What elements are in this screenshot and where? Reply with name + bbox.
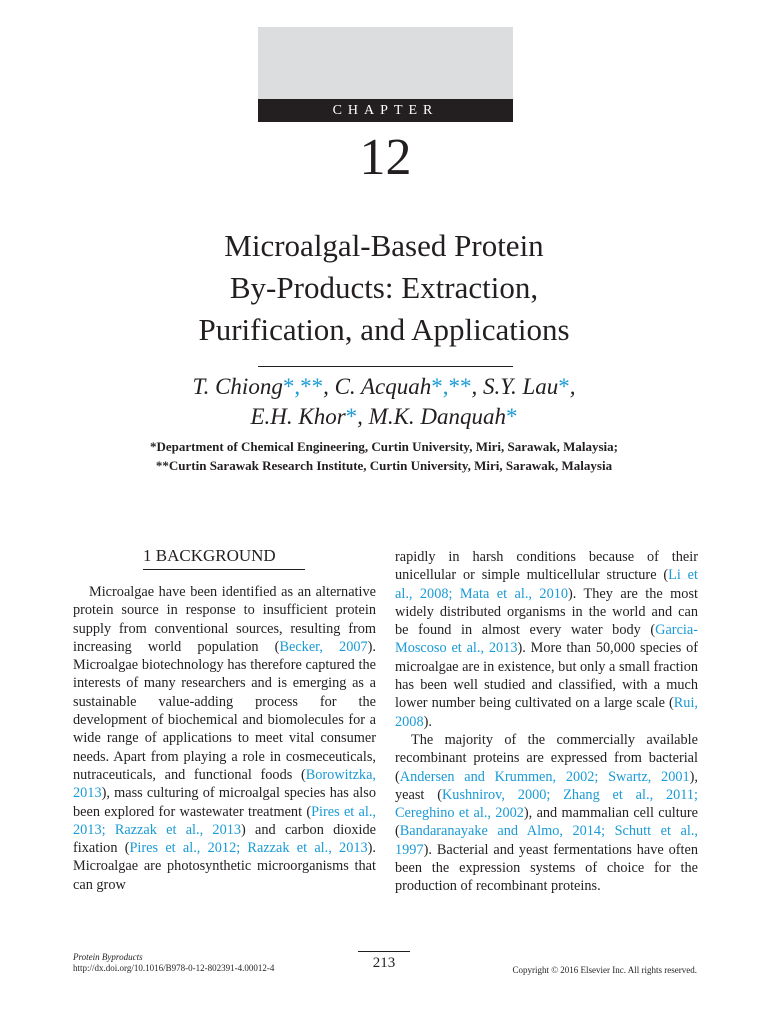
title-line: By-Products: Extraction, bbox=[229, 270, 539, 305]
author-name: C. Acquah bbox=[334, 374, 432, 399]
author-list: T. Chiong*,**, C. Acquah*,**, S.Y. Lau*, E.H. Khor*, M.K. Danquah* bbox=[192, 374, 576, 429]
author-name: M.K. Danquah bbox=[368, 404, 507, 429]
author-affiliation-link[interactable]: * bbox=[558, 374, 570, 399]
chapter-title bbox=[100, 225, 668, 351]
affiliation-line: **Curtin Sarawak Research Institute, Curtin University, Miri, Sarawak, Malaysia bbox=[155, 458, 613, 473]
author-affiliation-link[interactable]: *,** bbox=[431, 374, 472, 399]
author-affiliation-link[interactable]: * bbox=[345, 404, 358, 429]
copyright-notice: Copyright © 2016 Elsevier Inc. All rights reserved. bbox=[512, 965, 697, 975]
citation-link[interactable]: Kushnirov, 2000; Zhang et al., 2011; Cereghino et al., 2002 bbox=[395, 786, 698, 822]
chapter-label: CHAPTER bbox=[258, 99, 513, 122]
book-title: Protein Byproducts bbox=[73, 952, 143, 962]
citation-link[interactable]: Rui, 2008 bbox=[395, 695, 698, 730]
citation-link[interactable]: Pires et al., 2013; Razzak et al., 2013 bbox=[73, 803, 376, 838]
chapter-number: 12 bbox=[359, 129, 412, 186]
author-name: E.H. Khor bbox=[250, 404, 346, 429]
citation-link[interactable]: Li et al., 2008; Mata et al., 2010 bbox=[395, 567, 698, 602]
affiliations bbox=[60, 437, 708, 475]
author-affiliation-link[interactable]: *,** bbox=[282, 374, 324, 399]
page-number: 213 bbox=[372, 955, 396, 971]
paragraph: The majority of the commercially available recombinant proteins are expressed from bacterial (Andersen and Krummen, 2002; Swartz, 2001), yeast (Kushnirov, 2000; Zhang et al., 2011; Cereghino et al., 2002), and mammalian cell culture (Bandaranayake and Almo, 2014; Schutt et al., 1997). Bacterial and yeast fermentations have often been the expression systems of choice for the production of recombinant proteins. bbox=[395, 731, 698, 895]
citation-link[interactable]: Becker, 2007 bbox=[279, 638, 368, 655]
section-divider bbox=[143, 569, 305, 570]
citation-link[interactable]: Garcia-Moscoso et al., 2013 bbox=[395, 622, 698, 657]
left-column bbox=[73, 583, 376, 894]
footer-source bbox=[73, 952, 274, 974]
citation-link[interactable]: Bandaranayake and Almo, 2014; Schutt et al., 1997 bbox=[395, 823, 698, 858]
citation-link[interactable]: Pires et al., 2012; Razzak et al., 2013 bbox=[129, 840, 368, 857]
section-heading: 1 BACKGROUND bbox=[143, 546, 276, 565]
title-line: Microalgal-Based Protein bbox=[224, 228, 544, 263]
paragraph: Microalgae have been identified as an alternative protein source in response to insufficient protein supply from conventional sources, resulting from increasing world population (Becker, 2007). Microalgae biotechnology has therefore captured the interests of many researchers and is emerging as a sustainable value-adding process for the development of biochemical and biomolecules for a wide range of applications to meet vital consumer needs. Apart from playing a role in cosmeceuticals, nutraceuticals, and functional foods (Borowitzka, 2013), mass culturing of microalgal species has also been explored for wastewater treatment (Pires et al., 2013; Razzak et al., 2013) and carbon dioxide fixation (Pires et al., 2012; Razzak et al., 2013). Microalgae are photosynthetic microorganisms that can grow bbox=[73, 584, 376, 893]
right-column bbox=[395, 548, 698, 896]
title-line: Purification, and Applications bbox=[198, 312, 570, 347]
doi-link[interactable]: http://dx.doi.org/10.1016/B978-0-12-802391-4.00012-4 bbox=[73, 963, 275, 973]
author-name: T. Chiong bbox=[192, 374, 283, 399]
citation-link[interactable]: Andersen and Krummen, 2002; Swartz, 2001 bbox=[399, 768, 690, 785]
title-divider bbox=[258, 366, 513, 367]
affiliation-line: *Department of Chemical Engineering, Curtin University, Miri, Sarawak, Malaysia; bbox=[150, 439, 618, 454]
citation-link[interactable]: Borowitzka, 2013 bbox=[73, 766, 376, 802]
author-affiliation-link[interactable]: * bbox=[506, 404, 518, 429]
paragraph: rapidly in harsh conditions because of their unicellular or simple multicellular structure (Li et al., 2008; Mata et al., 2010). They are the most widely distributed organisms in the world and can be found in almost every water body (Garcia-Moscoso et al., 2013). More than 50,000 species of microalgae are in existence, but only a small fraction has been well studied and classified, with a much lower number being cultivated on a large scale (Rui, 2008). bbox=[395, 549, 698, 730]
author-name: S.Y. Lau bbox=[483, 374, 559, 399]
page-number-rule bbox=[358, 951, 410, 952]
